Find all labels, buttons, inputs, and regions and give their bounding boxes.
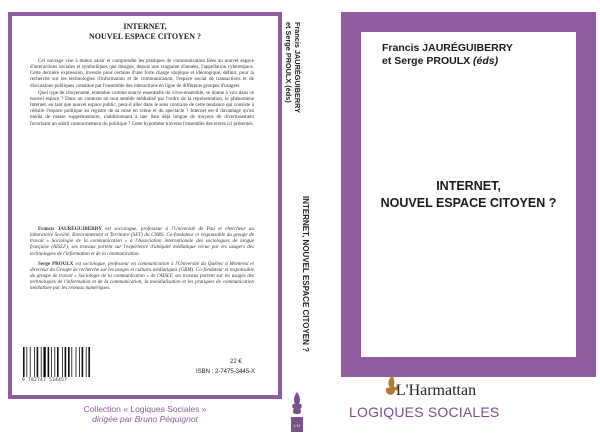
publisher-name: L'Harmattan [395, 382, 477, 399]
author-bios [30, 226, 254, 296]
summary-paragraph-2: Quel type de citoyenneté, entendue comme source essentielle du vivre-ensemble, se donne à voir dans ce nouvel espace ? Dans un contexte où tout semble médiatisé par l'ordre de la représentation, le phénomène Internet, en tant que nouvel espace public, peut-il aller dans le sens contraire de cette tendance qui consiste à réduire l'espace politique au registre de sa mise en scène et du spectacle ? Internet est-il davantage qu'un média de masse supplémentaire, s'additionnant à une liste déjà longue de moyens de divertissement favorisant un subtil contournement du politique ? Cette hypothèse traverse l'ensemble des textes ici présentés. [30, 89, 254, 127]
harmattan-logo-icon [289, 390, 305, 434]
front-author-line1: Francis JAURÉGUIBERRY [382, 42, 513, 54]
front-author-line2-name: et Serge PROULX [382, 55, 474, 67]
price-label: 22 € [230, 359, 242, 365]
back-title-line1: INTERNET, [123, 22, 167, 31]
barcode-icon [22, 347, 98, 377]
collection-director: dirigée par Bruno Péquignot [92, 414, 198, 424]
bio1-text: est sociologue, professeur à l'Université de Pau et chercheur au laboratoire Société, Environnement et Territoire (SET) du CNRS. Co-fondateur et responsable du groupe de travail « Sociologie de la communication » à l'Association internationale des sociologues de langue française (AISLF), ses travaux portent sur l'expérience d'ubiquité médiatique vécue par les usagers des technologies de l'information et de la communication. [30, 226, 254, 257]
svg-text:L'H: L'H [294, 423, 300, 428]
back-cover-title [20, 22, 270, 42]
summary-paragraph-1: Cet ouvrage vise à mieux saisir et comprendre les pratiques de communication liées au nouvel espace d'interactions sociales et symboliques que désigne, depuis une vingtaine d'années, l'appellation cyberespace. Cette dernière expression, investie pour certains d'une forte charge utopique et idéologique, définit, pour la recherche sur les technologies d'information et de communication, l'espace social de transactions et de discussions publiques constitué par l'ensemble des interactions en ligne de différents groupes d'usagers. [30, 58, 254, 89]
summary-text [30, 58, 254, 128]
collection-info [0, 404, 290, 424]
spine-title: INTERNET, NOUVEL ESPACE CITOYEN ? [301, 196, 310, 353]
bio-jaureguiberry [30, 226, 254, 257]
front-author-line2-role: (éds) [473, 55, 499, 67]
front-title-line2: NOUVEL ESPACE CITOYEN ? [380, 196, 557, 210]
bio2-name: Serge PROULX [38, 260, 74, 267]
bio2-text: est sociologue, professeur en communication à l'Université du Québec à Montréal et directeur du Groupe de recherche sur les usages et cultures médiatiques (GRM). Co-fondateur et responsable du groupe de travail « Sociologie de la communication » de l'AISLF, ses travaux portent sur les usages des technologies de l'information et de la communication, la mondialisation et les pratiques de communication médiatisée par les réseaux numériques. [30, 260, 254, 292]
bio-proulx [30, 261, 254, 292]
front-cover-title [352, 178, 585, 212]
series-name: LOGIQUES SOCIALES [349, 404, 500, 420]
collection-name: Collection « Logiques Sociales » [83, 404, 207, 414]
spine-authors-line1: Francis JAURÉGUIBERRY [293, 22, 302, 113]
front-cover-authors [382, 42, 513, 68]
isbn-label: ISBN : 2-7475-3445-X [196, 369, 256, 375]
spine-authors-line2: et Serge PROULX (éds) [284, 22, 294, 103]
front-author-line2 [382, 55, 513, 68]
spine-authors [284, 22, 301, 113]
barcode-digits: 9 782747 534457 [22, 378, 68, 383]
back-title-line2: NOUVEL ESPACE CITOYEN ? [89, 32, 201, 41]
bio1-name: Francis JAURÉGUIBERRY [38, 226, 102, 232]
front-title-line1: INTERNET, [436, 179, 501, 193]
